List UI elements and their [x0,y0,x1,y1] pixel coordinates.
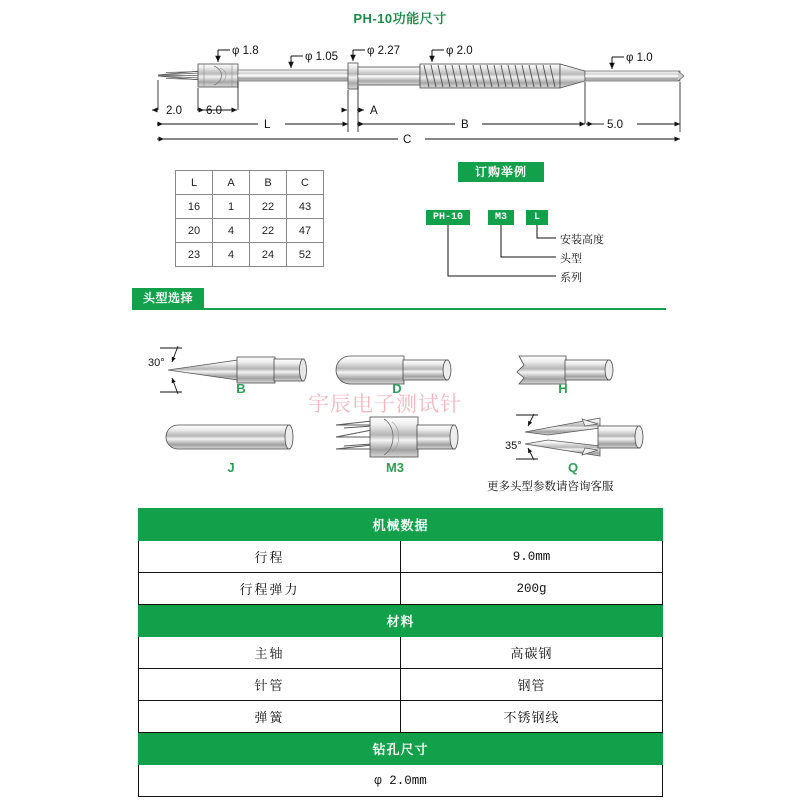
spec-header-mechanical: 机械数据 [139,509,663,541]
cell-A: 1 [213,195,250,219]
table-row [139,541,663,573]
spec-key-spindle: 主轴 [139,637,401,669]
dim-phi-1-8: φ 1.8 [232,45,259,57]
specification-table [138,508,663,797]
probe-dimension-drawing [0,36,800,156]
head-type-label-H: H [558,381,568,396]
spec-section-header-row [139,605,663,637]
dim-L: L [264,119,271,131]
spec-value-spring-force: 200g [401,573,663,605]
cell-C: 43 [287,195,324,219]
spec-section-header-row [139,733,663,765]
table-row [176,219,324,243]
head-type-M3-drawing [336,417,458,457]
spec-key-needle-tube: 针管 [139,669,401,701]
cell-B: 22 [250,219,287,243]
cell-B: 24 [250,243,287,267]
col-header-A: A [213,171,250,195]
order-chip-series: PH-10 [426,210,470,225]
spec-key-spring-force: 行程弹力 [139,573,401,605]
head-type-Q-drawing [516,414,643,460]
head-type-label-B: B [236,381,246,396]
head-type-H-drawing [517,356,613,384]
page-title: PH-10功能尺寸 [353,11,447,26]
order-example-block [400,162,650,292]
table-row [139,637,663,669]
cell-A: 4 [213,243,250,267]
head-type-Q-angle: 35° [505,440,522,452]
head-type-banner [132,288,666,310]
head-type-banner-label: 头型选择 [132,288,204,308]
spec-value-needle-tube: 钢管 [401,669,663,701]
spec-header-material: 材料 [139,605,663,637]
cell-C: 52 [287,243,324,267]
order-label-height: 安装高度 [560,234,604,246]
spec-key-stroke: 行程 [139,541,401,573]
table-row [176,195,324,219]
cell-L: 16 [176,195,213,219]
col-header-B: B [250,171,287,195]
spec-value-spindle: 高碳钢 [401,637,663,669]
spec-key-spring: 弹簧 [139,701,401,733]
cell-L: 20 [176,219,213,243]
spec-value-drill-size: φ 2.0mm [139,765,663,797]
order-label-series: 系列 [560,272,582,284]
table-row [139,701,663,733]
table-row [139,669,663,701]
col-header-C: C [287,171,324,195]
dimension-table [175,170,324,267]
cell-B: 22 [250,195,287,219]
table-header-row [176,171,324,195]
order-chip-headtype: M3 [488,210,514,225]
cell-A: 4 [213,219,250,243]
dim-2-0: 2.0 [166,105,182,117]
dim-phi-1-0: φ 1.0 [626,52,653,64]
dim-B: B [461,119,469,131]
table-row [139,573,663,605]
table-row [139,765,663,797]
spec-value-stroke: 9.0mm [401,541,663,573]
dim-phi-2-27: φ 2.27 [367,45,401,57]
dim-phi-1-05: φ 1.05 [305,51,339,63]
spec-value-spring: 不锈钢线 [401,701,663,733]
dim-phi-2-0: φ 2.0 [446,45,473,57]
dim-A: A [370,105,378,117]
dim-5-0: 5.0 [607,119,623,131]
probe-body [158,63,684,89]
order-chip-height: L [526,210,548,225]
head-type-J-drawing [166,425,293,449]
cell-C: 47 [287,219,324,243]
head-type-label-M3: M3 [385,460,405,475]
table-row [176,243,324,267]
head-type-label-D: D [392,381,402,396]
order-label-headtype: 头型 [560,253,582,265]
dim-6-0: 6.0 [206,105,222,117]
spec-header-drill-size: 钻孔尺寸 [139,733,663,765]
head-type-note: 更多头型参数请咨询客服 [487,481,614,493]
head-type-D-drawing [336,356,451,384]
order-example-title: 订购举例 [458,162,544,182]
dim-C: C [403,134,412,146]
head-type-label-J: J [227,460,235,475]
head-type-label-Q: Q [567,460,579,475]
order-leader-lines [400,162,650,292]
col-header-L: L [176,171,213,195]
head-type-B-angle: 30° [148,357,165,369]
watermark-text: 宇辰电子测试针 [308,393,462,416]
cell-L: 23 [176,243,213,267]
spec-section-header-row [139,509,663,541]
